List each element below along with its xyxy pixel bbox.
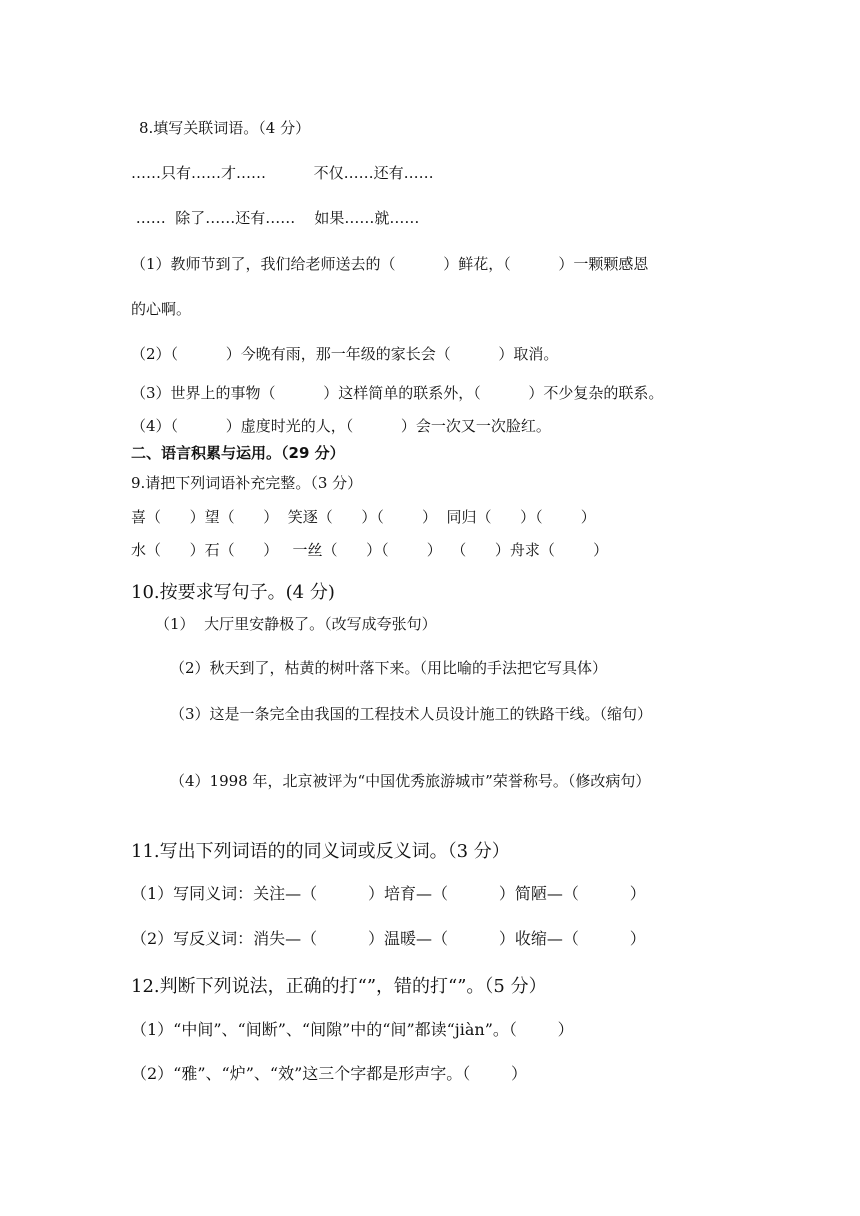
q8-item2: （2）（ ）今晚有雨，那一年级的家长会（ ）取消。 [131, 345, 559, 363]
q8-item4: （4）（ ）虚度时光的人，（ ）会一次又一次脸红。 [131, 417, 551, 435]
q12-item1: （1）“中间”、“间断”、“间隙”中的“间”都读“jiàn”。（ ） [131, 1020, 574, 1039]
q11-title: 11.写出下列词语的的同义词或反义词。（3 分） [131, 841, 510, 862]
section2-title: 二、语言积累与运用。（29 分） [131, 444, 345, 462]
q9-title: 9.请把下列词语补充完整。（3 分） [131, 474, 363, 492]
q11-row2: （2）写反义词：消失—（ ）温暖—（ ）收缩—（ ） [131, 929, 646, 948]
q8-item1-line1: （1）教师节到了，我们给老师送去的（ ）鲜花，（ ）一颗颗感恩 [131, 255, 649, 273]
q8-title: 8.填写关联词语。（4 分） [139, 119, 311, 137]
q12-title: 12.判断下列说法，正确的打“”，错的打“”。（5 分） [131, 976, 547, 997]
q8-item3: （3）世界上的事物（ ）这样简单的联系外，（ ）不少复杂的联系。 [131, 384, 664, 402]
q8-item1-line2: 的心啊。 [131, 300, 192, 318]
q8-options-row2: …… 除了……还有…… 如果……就…… [131, 209, 420, 227]
q10-item3: （3）这是一条完全由我国的工程技术人员设计施工的铁路干线。（缩句） [170, 705, 653, 723]
q9-row1: 喜（ ）望（ ） 笑逐（ ）（ ） 同归（ ）（ ） [131, 508, 596, 526]
q8-options-row1: ……只有……才…… 不仅……还有…… [131, 164, 434, 182]
q10-item1: （1） 大厅里安静极了。（改写成夸张句） [155, 615, 437, 633]
q10-title: 10.按要求写句子。(4 分) [131, 582, 335, 603]
q12-item2: （2）“雅”、“炉”、“效”这三个字都是形声字。（ ） [131, 1064, 527, 1083]
q10-item4: （4）1998 年，北京被评为“中国优秀旅游城市”荣誉称号。（修改病句） [170, 772, 651, 790]
q9-row2: 水（ ）石（ ） 一丝（ ）（ ） （ ）舟求（ ） [131, 541, 609, 559]
q11-row1: （1）写同义词：关注—（ ）培育—（ ）简陋—（ ） [131, 884, 646, 903]
q10-item2: （2）秋天到了，枯黄的树叶落下来。（用比喻的手法把它写具体） [170, 659, 608, 677]
